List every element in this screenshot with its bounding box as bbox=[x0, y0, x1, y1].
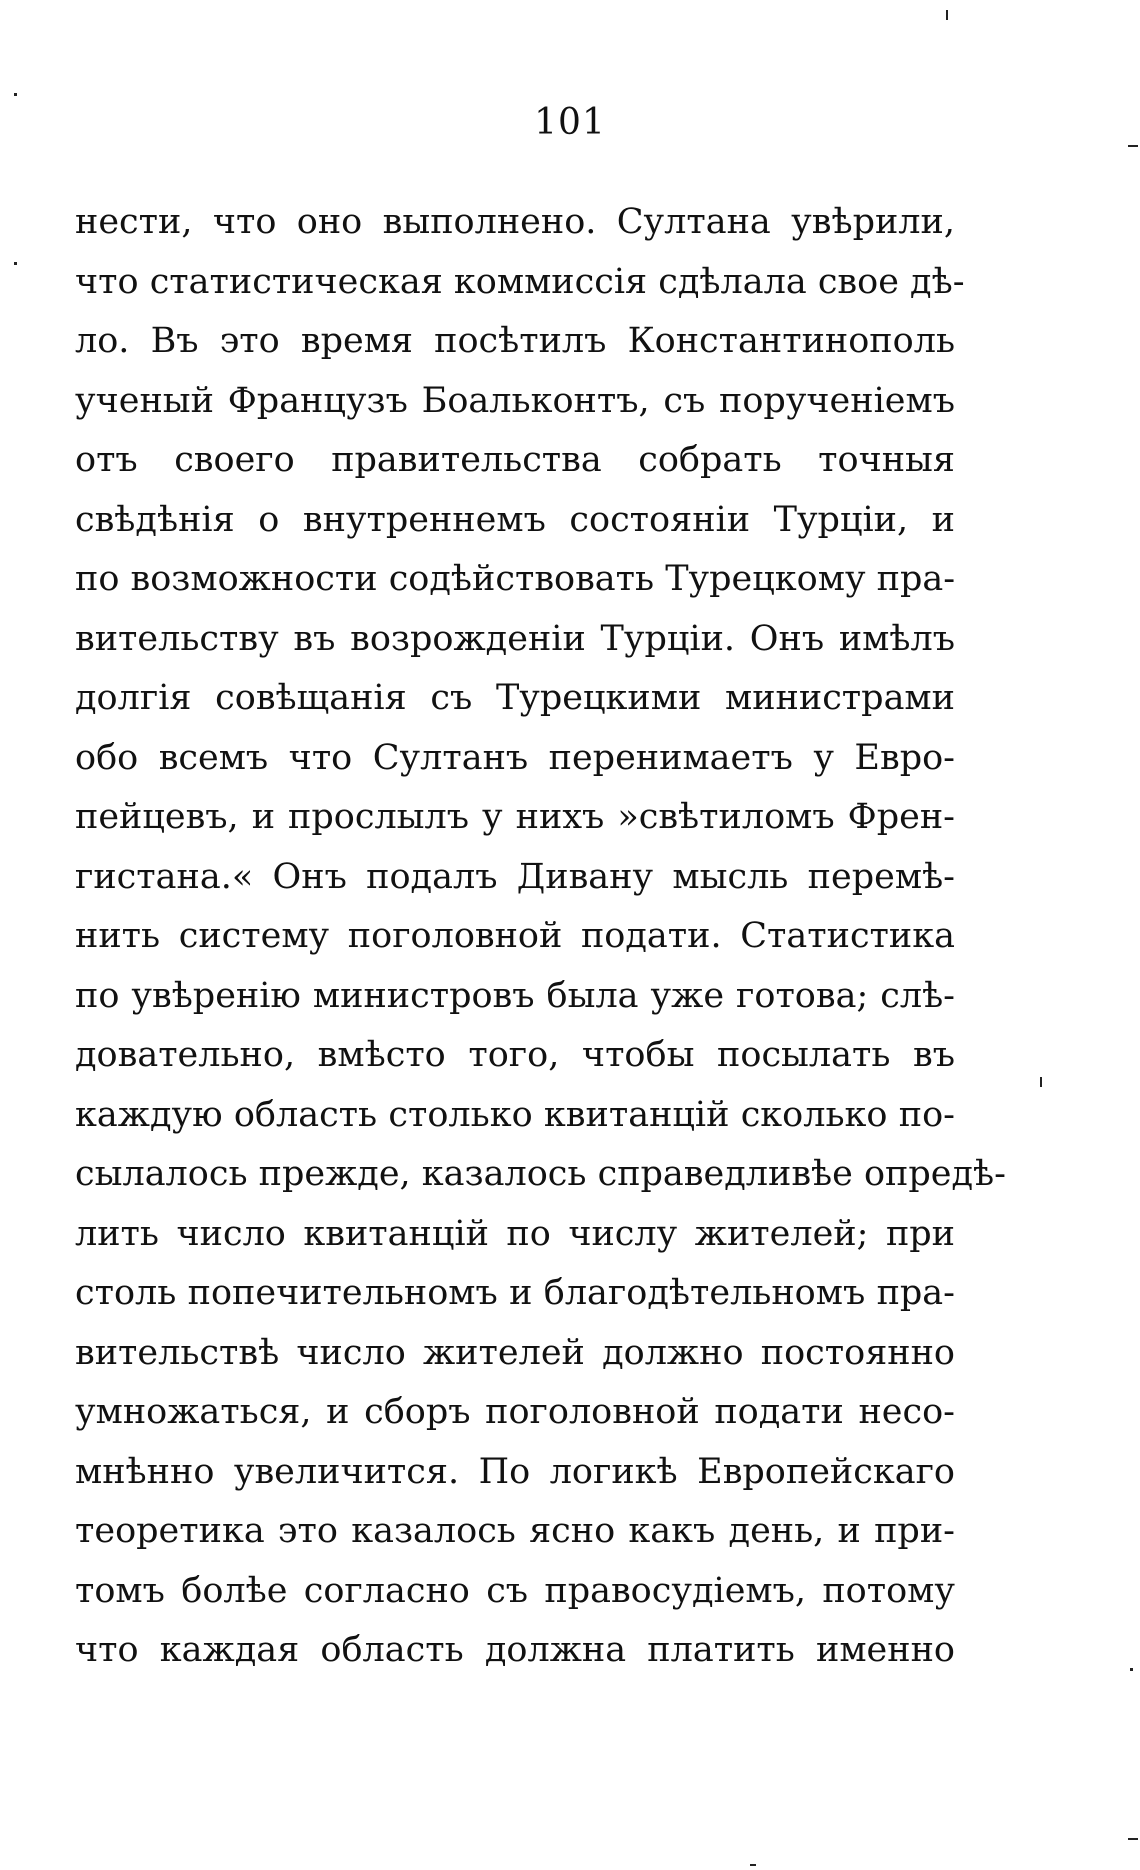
page-number: 101 bbox=[534, 102, 606, 143]
text-line: теоретика это казалось ясно какъ день, и при- bbox=[75, 1511, 955, 1551]
scan-speck bbox=[14, 93, 17, 96]
text-line: вительствѣ число жителей должно постоянно bbox=[75, 1332, 955, 1373]
text-line: по увѣренію министровъ была уже готова; слѣ- bbox=[75, 975, 955, 1016]
text-line: столь попечительномъ и благодѣтельномъ пра- bbox=[75, 1273, 955, 1313]
text-line: ло. Въ это время посѣтилъ Константинополь bbox=[75, 321, 955, 361]
scan-speck bbox=[750, 1864, 756, 1866]
text-line: ученый Французъ Боальконтъ, съ порученіемъ bbox=[75, 380, 955, 421]
text-line: лить число квитанцій по числу жителей; при bbox=[75, 1213, 955, 1254]
text-line: нить систему поголовной подати. Статистика bbox=[75, 916, 955, 956]
text-line: долгія совѣщанія съ Турецкими министрами bbox=[75, 678, 955, 718]
text-line: пейцевъ, и прослылъ у нихъ »свѣтиломъ Френ- bbox=[75, 797, 955, 837]
scan-speck bbox=[1130, 1668, 1133, 1671]
text-line: что статистическая коммиссія сдѣлала свое дѣ- bbox=[75, 261, 965, 302]
scan-speck bbox=[1128, 145, 1138, 147]
text-line: довательно, вмѣсто того, чтобы посылать въ bbox=[75, 1035, 955, 1075]
text-line: каждую область столько квитанцій сколько по- bbox=[75, 1094, 955, 1135]
text-line: сылалось прежде, казалось справедливѣе опредѣ- bbox=[75, 1154, 1006, 1194]
text-line: мнѣнно увеличится. По логикѣ Европейскаго bbox=[75, 1451, 955, 1492]
text-line: нести, что оно выполнено. Султана увѣрили, bbox=[75, 202, 955, 242]
text-line: свѣдѣнія о внутреннемъ состояніи Турціи, и bbox=[75, 499, 955, 540]
text-line: отъ своего правительства собрать точныя bbox=[75, 440, 955, 480]
text-line: гистана.« Онъ подалъ Дивану мысль перемѣ- bbox=[75, 856, 955, 897]
scan-speck bbox=[1128, 1838, 1138, 1840]
text-line: умножаться, и сборъ поголовной подати несо- bbox=[75, 1392, 955, 1432]
body-text bbox=[75, 193, 1006, 1681]
scan-speck bbox=[946, 10, 948, 20]
text-line: по возможности содѣйствовать Турецкому пра- bbox=[75, 559, 956, 599]
text-line: томъ болѣе согласно съ правосудіемъ, потому bbox=[75, 1570, 955, 1611]
text-line: вительству въ возрожденіи Турціи. Онъ имѣлъ bbox=[75, 618, 955, 659]
scan-speck bbox=[1040, 1077, 1042, 1087]
text-line: обо всемъ что Султанъ перенимаетъ у Евро- bbox=[75, 737, 955, 778]
text-line: что каждая область должна платить именно bbox=[75, 1630, 955, 1670]
scan-speck bbox=[14, 262, 17, 265]
